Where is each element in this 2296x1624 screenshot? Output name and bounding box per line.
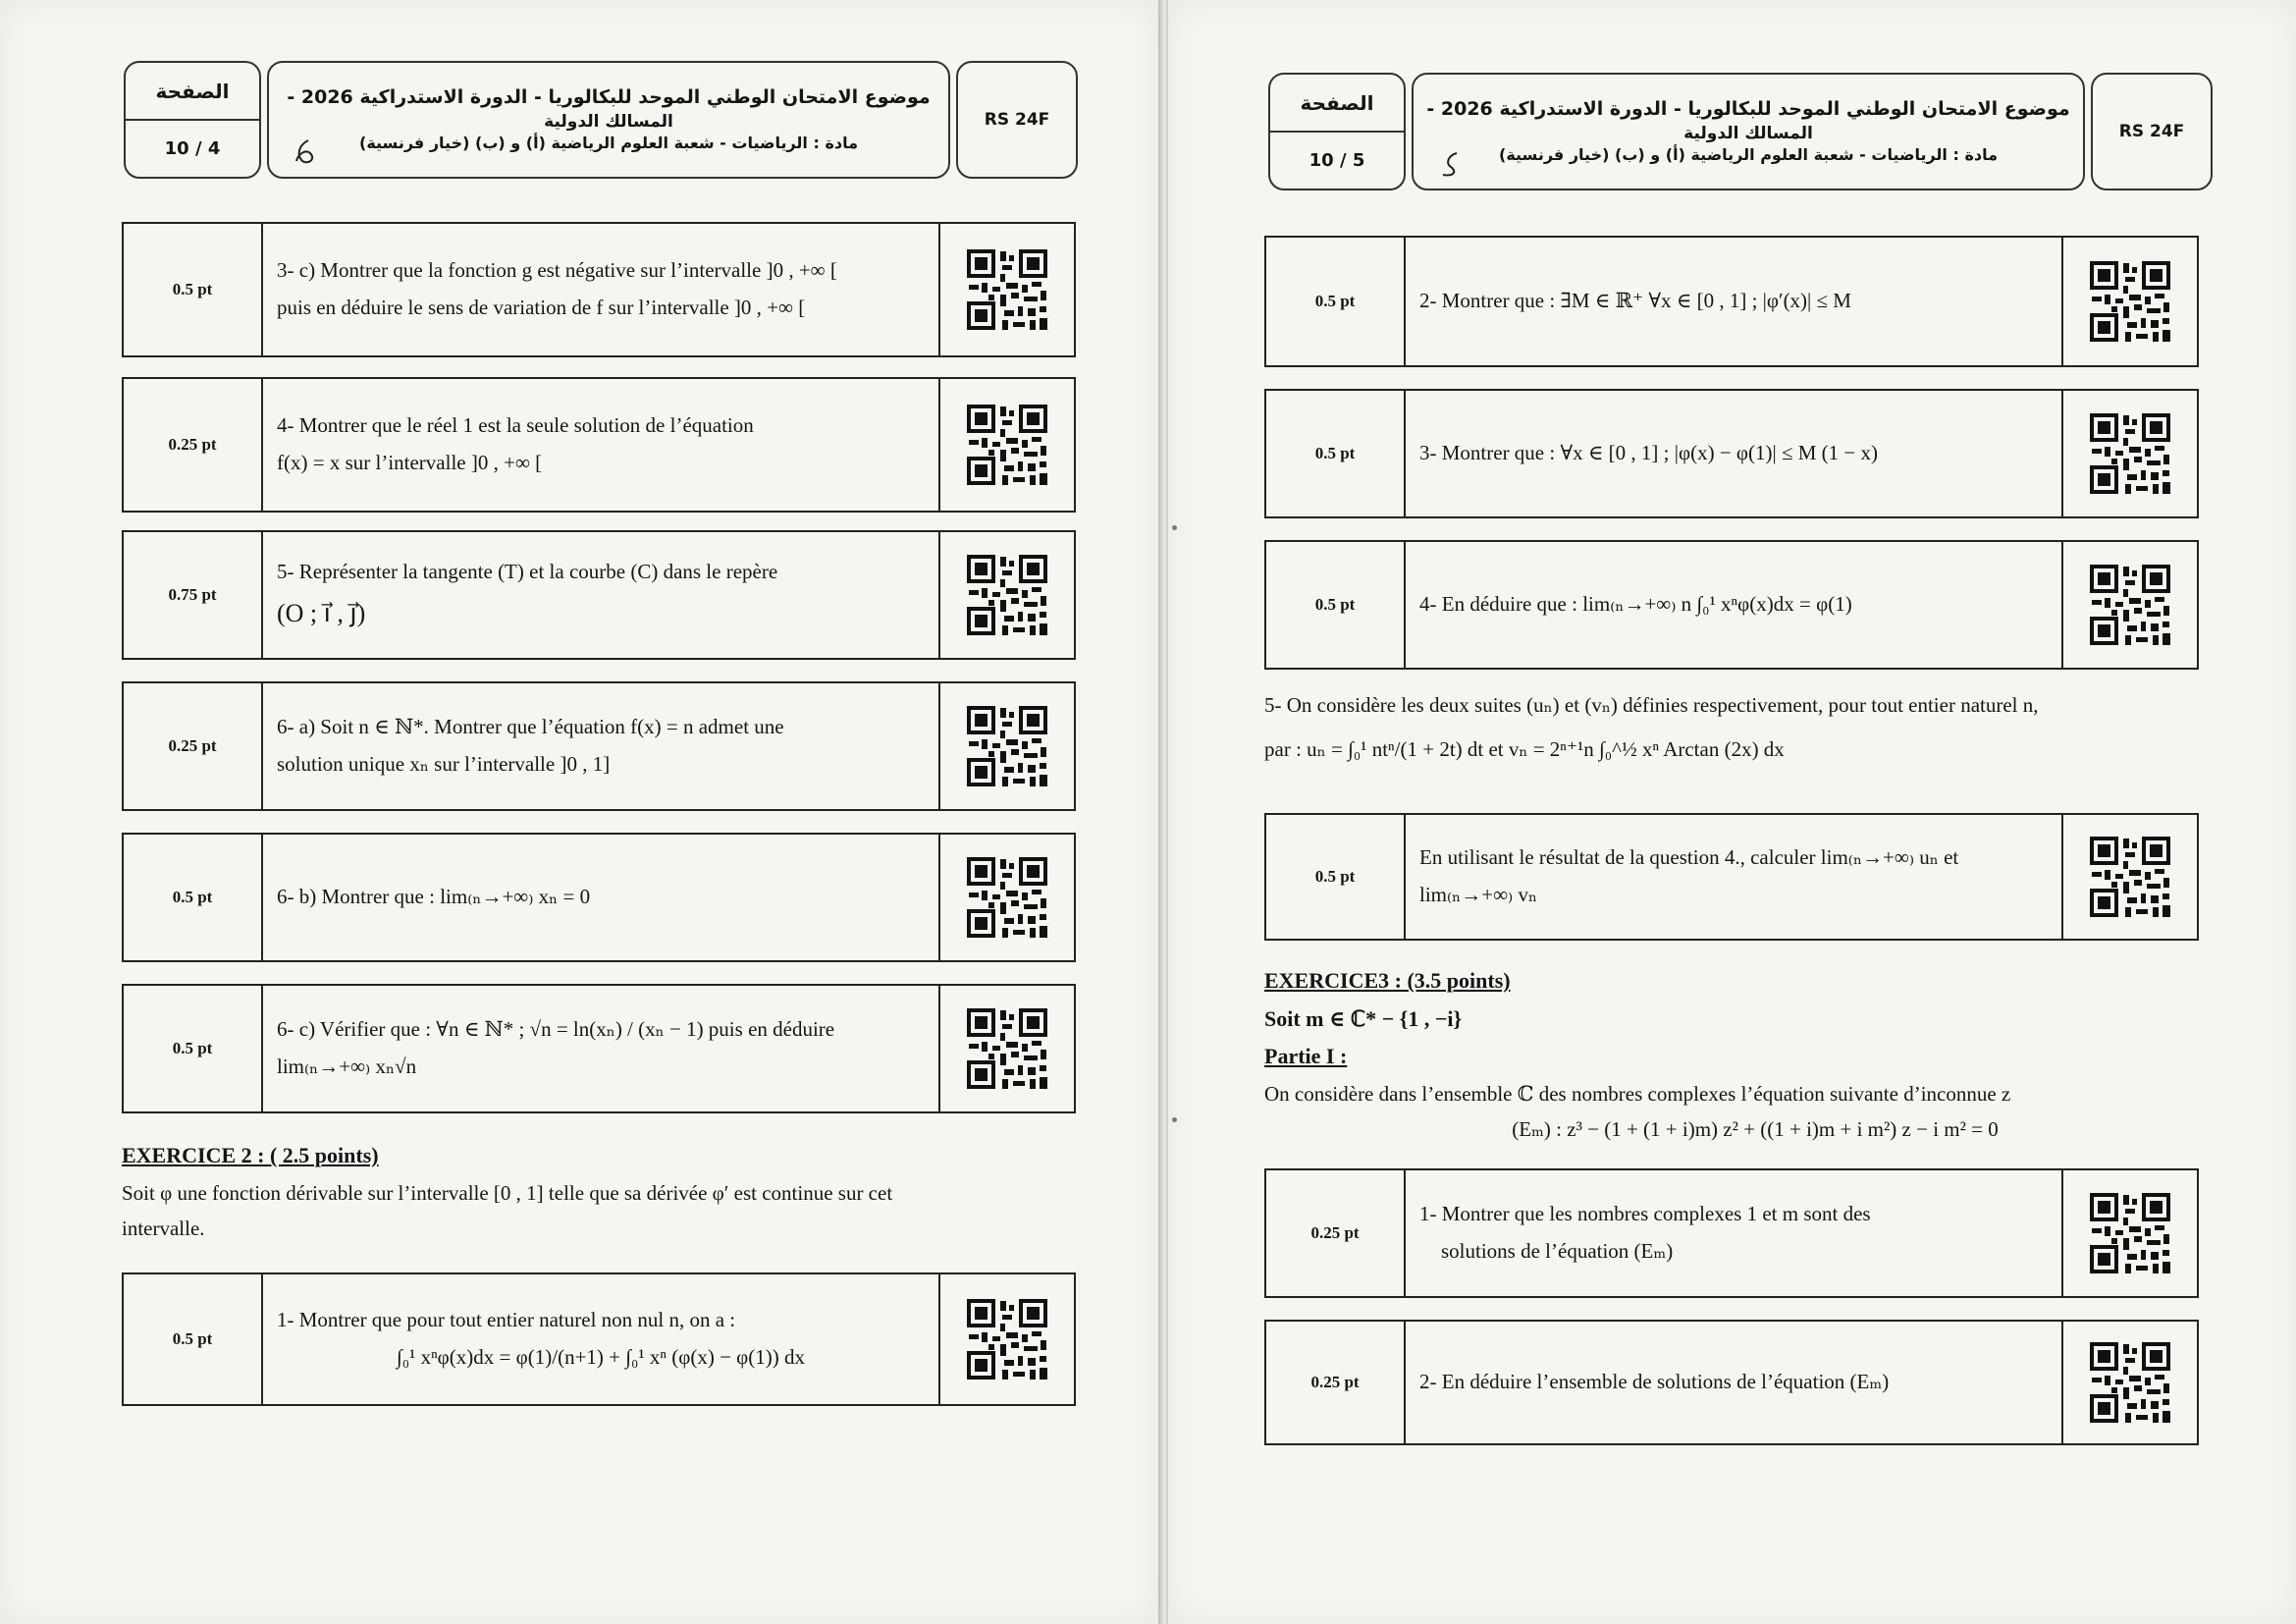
points-cell: 0.75 pt: [124, 532, 263, 658]
qr-code-icon: [938, 1274, 1074, 1404]
page-box: [124, 61, 261, 179]
scan-dot: [1172, 1117, 1177, 1122]
qr-code-icon: [2061, 391, 2197, 516]
question-text: 6- b) Montrer que : lim₍ₙ→+∞₎ xₙ = 0: [277, 885, 591, 909]
exam-subject: مادة : الرياضيات - شعبة العلوم الرياضية (أ) و (ب) (خيار فرنسية): [359, 134, 859, 153]
question-text: 4- Montrer que le réel 1 est la seule solution de l’équation: [277, 413, 754, 438]
question-text: 3- c) Montrer que la fonction g est négative sur l’intervalle ]0 , +∞ [: [277, 258, 837, 283]
page-box: [1268, 73, 1406, 190]
points-cell: 0.5 pt: [124, 986, 263, 1111]
qr-code-icon: [938, 532, 1074, 658]
qr-code-icon: [938, 683, 1074, 809]
points-cell: 0.5 pt: [1266, 238, 1406, 365]
points-cell: 0.5 pt: [124, 835, 263, 960]
qr-code-icon: [2061, 1322, 2197, 1443]
book-spine: [1158, 0, 1168, 1624]
points-cell: 0.25 pt: [1266, 1322, 1406, 1443]
question-text: (O ; i⃗ , j⃗): [277, 598, 366, 627]
question-text: 5- On considère les deux suites (uₙ) et (vₙ) définies respectivement, pour tout entier naturel n,: [1264, 693, 2039, 717]
signature-mark: [1435, 149, 1465, 179]
question-text: 2- En déduire l’ensemble de solutions de l’équation (Eₘ): [1419, 1370, 1890, 1394]
exam-track: المسالك الدولية: [544, 111, 673, 132]
right-header: [1268, 73, 2213, 190]
qr-code-icon: [938, 224, 1074, 355]
exam-title-box: [1412, 73, 2085, 190]
question-text: puis en déduire le sens de variation de f sur l’intervalle ]0 , +∞ [: [277, 296, 806, 319]
left-header: [124, 61, 1078, 179]
page-number: 10 / 5: [1308, 150, 1365, 171]
exam-code: RS 24F: [2091, 73, 2213, 190]
exercise-text: Soit φ une fonction dérivable sur l’intervalle [0 , 1] telle que sa dérivée φ′ est continue sur cet: [122, 1180, 893, 1205]
question-1: [122, 1272, 1076, 1406]
exam-code: RS 24F: [956, 61, 1078, 179]
qr-code-icon: [2061, 1170, 2197, 1296]
question-4: [122, 377, 1076, 513]
points-cell: 0.5 pt: [1266, 391, 1406, 516]
question-3c: [122, 222, 1076, 357]
points-cell: 0.5 pt: [124, 1274, 263, 1404]
points-cell: 0.5 pt: [1266, 542, 1406, 668]
part1-question-2: [1264, 1320, 2199, 1445]
question-4: [1264, 540, 2199, 670]
question-text: lim₍ₙ→+∞₎ vₙ: [1419, 883, 1538, 906]
question-text: solutions de l’équation (Eₘ): [1441, 1239, 1674, 1263]
question-text: lim₍ₙ→+∞₎ xₙ√n: [277, 1055, 417, 1078]
question-5: [1264, 813, 2199, 941]
question-text: 2- Montrer que : ∃M ∈ ℝ⁺ ∀x ∈ [0 , 1] ; |φ′(x)| ≤ M: [1419, 289, 1851, 313]
page-label: الصفحة: [1270, 75, 1404, 133]
exercise-title: EXERCICE 2 : ( 2.5 points): [122, 1143, 379, 1167]
exam-title-box: [267, 61, 950, 179]
question-2: [1264, 236, 2199, 367]
question-text: 6- a) Soit n ∈ ℕ*. Montrer que l’équation f(x) = n admet une: [277, 715, 784, 739]
question-formula: par : uₙ = ∫₀¹ ntⁿ/(1 + 2t) dt et vₙ = 2ⁿ⁺¹n ∫₀^½ xⁿ Arctan (2x) dx: [1264, 736, 1785, 761]
qr-code-icon: [938, 986, 1074, 1111]
qr-code-icon: [2061, 815, 2197, 939]
question-text: solution unique xₙ sur l’intervalle ]0 , 1]: [277, 752, 611, 776]
question-text: En utilisant le résultat de la question 4., calculer lim₍ₙ→+∞₎ uₙ et: [1419, 845, 1959, 870]
question-text: 1- Montrer que les nombres complexes 1 et m sont des: [1419, 1202, 1871, 1226]
question-formula: ∫₀¹ xⁿφ(x)dx = φ(1)/(n+1) + ∫₀¹ xⁿ (φ(x) − φ(1)) dx: [396, 1345, 806, 1369]
question-text: 4- En déduire que : lim₍ₙ→+∞₎ n ∫₀¹ xⁿφ(x)dx = φ(1): [1419, 592, 1852, 617]
question-text: 5- Représenter la tangente (T) et la courbe (C) dans le repère: [277, 559, 778, 583]
qr-code-icon: [2061, 238, 2197, 365]
exam-subject: مادة : الرياضيات - شعبة العلوم الرياضية (أ) و (ب) (خيار فرنسية): [1499, 145, 1999, 165]
exercise-2: [122, 1137, 1084, 1247]
question-text: 1- Montrer que pour tout entier naturel non nul n, on a :: [277, 1308, 736, 1332]
qr-code-icon: [2061, 542, 2197, 668]
question-6c: [122, 984, 1076, 1113]
points-cell: 0.25 pt: [124, 379, 263, 511]
points-cell: 0.5 pt: [124, 224, 263, 355]
points-cell: 0.5 pt: [1266, 815, 1406, 939]
qr-code-icon: [938, 835, 1074, 960]
exam-track: المسالك الدولية: [1683, 123, 1813, 143]
part-title: Partie I :: [1264, 1044, 1348, 1068]
question-5-intro: [1264, 687, 2246, 768]
exercise-hypothesis: Soit m ∈ ℂ* − {1 , −i}: [1264, 1005, 1463, 1031]
question-text: 6- c) Vérifier que : ∀n ∈ ℕ* ; √n = ln(xₙ) / (xₙ − 1) puis en déduire: [277, 1017, 835, 1042]
qr-code-icon: [938, 379, 1074, 511]
exercise-3: [1264, 962, 2246, 1148]
question-text: 3- Montrer que : ∀x ∈ [0 , 1] ; |φ(x) − φ(1)| ≤ M (1 − x): [1419, 441, 1878, 465]
right-page: [1168, 0, 2296, 1624]
points-cell: 0.25 pt: [124, 683, 263, 809]
part1-question-1: [1264, 1168, 2199, 1298]
exercise-text: intervalle.: [122, 1217, 205, 1241]
scan-dot: [1172, 525, 1177, 530]
question-text: f(x) = x sur l’intervalle ]0 , +∞ [: [277, 451, 543, 474]
question-6a: [122, 681, 1076, 811]
question-6b: [122, 833, 1076, 962]
page-number: 10 / 4: [164, 138, 221, 159]
question-5: [122, 530, 1076, 660]
equation: (Eₘ) : z³ − (1 + (1 + i)m) z² + ((1 + i)m + i m²) z − i m² = 0: [1512, 1117, 1999, 1142]
page-label: الصفحة: [126, 63, 259, 121]
signature-mark: [291, 137, 320, 167]
exam-title: موضوع الامتحان الوطني الموحد للبكالوريا - الدورة الاستدراكية 2026 -: [1426, 97, 2070, 120]
exercise-title: EXERCICE3 : (3.5 points): [1264, 968, 1511, 993]
exercise-text: On considère dans l’ensemble ℂ des nombres complexes l’équation suivante d’inconnue z: [1264, 1081, 2011, 1106]
question-3: [1264, 389, 2199, 518]
points-cell: 0.25 pt: [1266, 1170, 1406, 1296]
exam-title: موضوع الامتحان الوطني الموحد للبكالوريا - الدورة الاستدراكية 2026 -: [287, 85, 931, 108]
